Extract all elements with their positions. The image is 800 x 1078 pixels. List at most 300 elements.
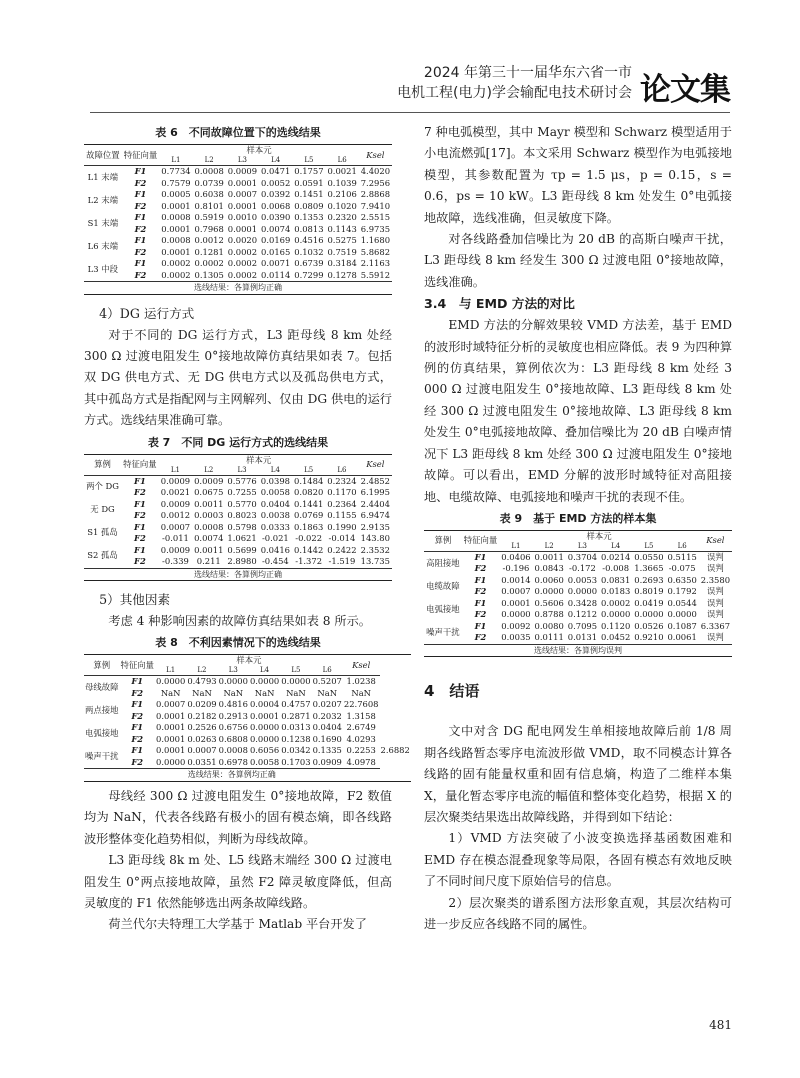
table-row	[84, 178, 392, 190]
table8	[84, 654, 411, 782]
table-cell: 0.0008	[194, 166, 224, 176]
section-4-heading: 4 结语	[424, 682, 480, 701]
col-header-line: L3	[226, 156, 259, 166]
table-cell: 5.5912	[360, 269, 391, 280]
table-cell: 0.0000	[281, 676, 311, 687]
col-header-ksel: Ksel	[699, 530, 732, 551]
table-cell: 0.0114	[261, 269, 291, 280]
table-cell: 0.6756	[218, 722, 248, 733]
col-header-line: L1	[159, 466, 192, 476]
row-group-label: 两个 DG	[86, 481, 119, 492]
table-cell: 0.0009	[160, 498, 191, 509]
table-row	[84, 699, 411, 711]
bus-fault-paragraph: 母线经 300 Ω 过渡电阻发生 0°接地故障，F2 数值均为 NaN，代表各线路有极小的固有模态熵，即各线路波形整体变化趋势相似，判断为母线故障。	[84, 788, 392, 846]
feature-vector-label: F2	[474, 632, 487, 643]
table-cell: 0.0001	[156, 710, 186, 721]
col-header-ksel: Ksel	[359, 454, 392, 475]
col-header-line: L2	[193, 156, 226, 166]
conclusion-paragraph: 文中对含 DG 配电网发生单相接地故障后前 1/8 周期各线路暂态零序电流波形做 VMD，取不同模态计算各线路的固有能量权重和固有信息熵，构造了二维样本集 X，量化暂态零序电流的幅值和整体变化趋势，根据 X 的层次聚类结果选出故障线路，并得到如下结论：	[424, 724, 732, 825]
table-cell: 4.0978	[346, 756, 376, 767]
table-cell: 0.5770	[227, 498, 257, 509]
table-cell: 0.0074	[261, 223, 291, 234]
table-cell: 0.1032	[294, 246, 324, 257]
table-row	[84, 201, 392, 213]
table-cell: 0.211	[196, 556, 221, 567]
table-cell: 0.1990	[327, 521, 357, 532]
table-row	[84, 533, 392, 545]
table-cell: 0.0000	[567, 586, 598, 597]
table-cell: 0.0000	[218, 676, 248, 687]
table-row	[84, 212, 392, 224]
table-cell: 0.0014	[501, 574, 531, 585]
table-cell: 0.0002	[161, 258, 191, 268]
table-cell: 2.6749	[346, 722, 376, 733]
table-cell: 0.1335	[312, 745, 342, 756]
table-cell: 0.0404	[312, 722, 342, 733]
table-cell: 0.0183	[601, 586, 631, 597]
table-cell: 0.0263	[187, 733, 217, 744]
table-cell: 2.4852	[360, 475, 390, 486]
table-cell: 0.0035	[501, 632, 531, 643]
col-header-line: L4	[259, 156, 292, 166]
table-cell: 0.4757	[281, 699, 311, 710]
table-cell: 0.2913	[218, 710, 248, 721]
table-row	[84, 757, 411, 769]
col-header-line: L3	[225, 466, 258, 476]
table-cell: 0.0074	[194, 533, 224, 544]
table-cell: 2.9135	[360, 521, 390, 532]
matlab-paragraph: 荷兰代尔夫特理工大学基于 Matlab 平台开发了	[108, 917, 367, 932]
table-cell: 0.1155	[327, 510, 357, 521]
table7-caption: 表 7 不同 DG 运行方式的选线结果	[147, 435, 329, 449]
table-cell: 0.0068	[261, 200, 291, 211]
table-cell: NaN	[351, 687, 372, 698]
table-cell: 0.3704	[567, 551, 598, 562]
table-cell: 0.0002	[227, 246, 258, 257]
conclusion-point-2: 2）层次聚类的谱系图方法形象直观，其层次结构可进一步反应各线路不同的属性。	[424, 895, 732, 932]
table-cell: 0.0001	[156, 733, 186, 744]
feature-vector-label: F1	[131, 699, 144, 710]
col-header-line: L5	[280, 666, 311, 676]
table-cell: 0.0001	[156, 745, 186, 756]
table-cell: 误判	[707, 597, 724, 608]
table-cell: 0.0004	[249, 699, 280, 710]
table-cell: 0.0404	[260, 498, 290, 509]
section-3-4-heading: 3.4 与 EMD 方法的对比	[424, 296, 575, 312]
table-cell: 0.0000	[156, 676, 186, 687]
table-cell: 1.3665	[634, 563, 664, 574]
table-cell: 误判	[707, 563, 724, 574]
table-cell: 0.0526	[634, 620, 664, 631]
table-cell: 0.2422	[327, 544, 357, 555]
table-cell: NaN	[254, 687, 275, 698]
table-cell: 0.0020	[227, 235, 258, 245]
table-cell: 0.0000	[534, 586, 564, 597]
row-group-label: 噪声干扰	[85, 751, 119, 762]
conference-title-line1: 2024 年第三十一届华东六省一市	[423, 65, 632, 81]
table-cell: 2.3532	[360, 544, 390, 555]
table-cell: 0.1281	[194, 246, 224, 257]
table-cell: 0.0009	[194, 475, 224, 486]
table-cell: 0.5798	[227, 521, 257, 532]
proceedings-label: 论文集	[640, 72, 730, 108]
table-cell: 0.0003	[194, 510, 224, 521]
col-header-line: L2	[186, 666, 217, 676]
table-cell: 6.1995	[360, 487, 390, 498]
table6	[84, 144, 392, 295]
table-cell: 0.0675	[194, 487, 224, 498]
header-rule	[90, 112, 730, 113]
table-cell: 0.0021	[160, 487, 191, 498]
table-cell: 0.0000	[667, 609, 697, 620]
table-cell: 0.0008	[161, 235, 191, 245]
table-cell: 0.0005	[161, 189, 191, 199]
table-cell: 0.0419	[634, 597, 664, 608]
table-cell: 0.7734	[161, 166, 191, 176]
table-cell: 0.0011	[194, 544, 224, 555]
two-point-paragraph: L3 距母线 8k m 处、L5 线路末端经 300 Ω 过渡电阻发生 0°两点接地故障，虽然 F2 障灵敏度降低，但高灵敏度的 F1 依然能够选出两条故障线路。	[84, 853, 392, 910]
table-cell: 0.3184	[327, 258, 357, 268]
table-cell: 0.0007	[227, 189, 258, 199]
table-cell: 0.1238	[281, 733, 311, 744]
col-header-line: L1	[499, 542, 532, 552]
feature-vector-label: F1	[474, 551, 487, 562]
row-group-label: 电弧接地	[426, 603, 460, 614]
table-cell: 0.0000	[156, 756, 186, 767]
table-cell: -0.075	[668, 563, 696, 574]
feature-vector-label: F2	[474, 563, 487, 574]
table-cell: 0.0001	[227, 223, 258, 234]
table-cell: 0.7299	[294, 269, 324, 280]
feature-vector-label: F1	[134, 521, 146, 532]
table-cell: 0.3428	[567, 597, 598, 608]
table-cell: 0.0001	[156, 722, 186, 733]
table-cell: 0.1212	[567, 609, 598, 620]
row-group-label: 高阻接地	[426, 557, 460, 568]
table-row	[424, 632, 732, 644]
table-row	[424, 621, 732, 633]
table-cell: 0.1087	[667, 620, 697, 631]
col-header-case: 算例	[424, 530, 462, 551]
table-cell: 0.4793	[187, 676, 217, 687]
feature-vector-label: F2	[134, 533, 146, 544]
col-header-feature: 特征向量	[121, 454, 159, 475]
table-cell: 0.5606	[534, 597, 564, 608]
row-group-label: S2 孤岛	[87, 550, 118, 561]
table-cell: 4.4020	[360, 166, 391, 176]
table-cell: 0.0009	[227, 166, 258, 176]
feature-vector-label: F2	[134, 269, 147, 280]
table-cell: 0.7255	[227, 487, 257, 498]
table-row	[424, 551, 732, 563]
table-cell: 0.0002	[227, 258, 258, 268]
table-cell: 0.0398	[260, 475, 290, 486]
table-cell: -0.014	[328, 533, 356, 544]
table-cell: 0.0416	[260, 544, 290, 555]
feature-vector-label: F1	[134, 212, 147, 222]
table-cell: 0.7095	[567, 620, 598, 631]
table-cell: 0.1690	[312, 733, 342, 744]
table-cell: 0.8788	[534, 609, 564, 620]
table-cell: 0.5115	[667, 551, 697, 562]
table-cell: 0.0092	[501, 620, 531, 631]
table-cell: 0.0471	[261, 166, 291, 176]
table-cell: -0.339	[162, 556, 189, 567]
table-cell: 0.8101	[194, 200, 224, 211]
feature-vector-label: F1	[134, 258, 147, 268]
table-cell: 2.6882	[380, 745, 410, 756]
col-header-line: L3	[566, 542, 599, 552]
row-group-label: 电弧接地	[85, 728, 119, 739]
table-cell: 0.0831	[601, 574, 631, 585]
col-header-line: L6	[312, 666, 343, 676]
table-cell: 0.0002	[161, 269, 191, 280]
table-row	[424, 563, 732, 575]
table-row	[84, 235, 392, 247]
table-cell: 0.5207	[312, 676, 342, 687]
table-row	[84, 510, 392, 522]
col-header-case: 故障位置	[84, 145, 122, 166]
table-cell: 0.1305	[194, 269, 224, 280]
table-cell: 0.0010	[227, 212, 258, 222]
table-cell: 0.0053	[567, 574, 598, 585]
table-row	[84, 499, 392, 511]
table-cell: 0.6739	[294, 258, 324, 268]
col-header-line: L1	[155, 666, 186, 676]
table-footer-result: 选线结果：各算例均正确	[84, 769, 380, 782]
table-cell: 0.2324	[327, 475, 357, 486]
table-row	[84, 487, 392, 499]
table-cell: 0.0012	[160, 510, 191, 521]
row-group-label: 无 DG	[90, 504, 115, 515]
table-cell: 2.8868	[360, 189, 391, 199]
table-cell: 2.8980	[227, 556, 257, 567]
table-cell: 0.5699	[227, 544, 257, 555]
table-cell: 0.0001	[249, 710, 280, 721]
table-cell: -0.196	[502, 563, 530, 574]
noise-paragraph: 对各线路叠加信噪比为 20 dB 的高斯白噪声干扰，L3 距母线 8 km 经发生 300 Ω 过渡电阻 0°接地故障，选线准确。	[424, 232, 732, 289]
col-header-ksel: Ksel	[359, 145, 392, 166]
table-cell: 0.0739	[194, 177, 224, 188]
table-cell: 误判	[707, 632, 724, 643]
col-header-line: L3	[218, 666, 249, 676]
table-cell: 0.0001	[227, 177, 258, 188]
table-cell: 22.7608	[343, 699, 379, 710]
table-cell: 0.0001	[227, 200, 258, 211]
table-cell: 0.0001	[161, 200, 191, 211]
table-cell: 0.0390	[261, 212, 291, 222]
table-cell: 0.2182	[187, 710, 217, 721]
left-column	[84, 122, 410, 936]
col-header-line: L1	[159, 156, 192, 166]
table-cell: 0.0000	[249, 676, 280, 687]
table-cell: 0.0009	[160, 544, 191, 555]
table-cell: 0.0000	[249, 722, 280, 733]
table-cell: NaN	[192, 687, 212, 698]
table-cell: 6.9474	[360, 510, 390, 521]
row-group-label: 噪声干扰	[426, 626, 460, 637]
feature-vector-label: F1	[131, 676, 144, 687]
table-cell: 0.1792	[667, 586, 697, 597]
table-row	[84, 711, 411, 723]
emd-compare-paragraph: EMD 方法的分解效果较 VMD 方法差，基于 EMD 的波形时域特征分析的灵敏度也相应降低。表 9 为四种算例的仿真结果，算例依次为：L3 距母线 8 km 处经 3 000 Ω 过渡电阻发生 0°接地故障、L3 距母线 8 km 处经 300 Ω 过渡电阻发生 0°接地故障、L3 距母线 8 km 处发生 0°电弧接地故障、叠加信噪比为 20 dB 白噪声情况下 L3 距母线 8 km 处经 300 Ω 过渡电阻发生 0°接地故障。可以看出，EMD 分解的波形时域特征对高阻接地、电缆故障、电弧接地和噪声干扰的表现不佳。	[424, 318, 733, 504]
table-cell: 0.2032	[312, 710, 342, 721]
other-factors-heading: 5）其他因素	[99, 592, 171, 608]
table-cell: 0.0131	[567, 632, 598, 643]
table-cell: 0.0342	[281, 745, 311, 756]
table-cell: NaN	[160, 687, 181, 698]
feature-vector-label: F2	[134, 556, 146, 567]
table-cell: 0.0060	[534, 574, 564, 585]
row-group-label: S1 孤岛	[87, 527, 118, 538]
table-cell: 0.0012	[194, 235, 224, 245]
table-cell: 0.8023	[227, 510, 257, 521]
table-cell: 0.0392	[261, 189, 291, 199]
table-cell: 0.0111	[534, 632, 564, 643]
feature-vector-label: F2	[134, 200, 147, 211]
table-cell: 0.0769	[293, 510, 324, 521]
table-cell: 0.0007	[156, 699, 186, 710]
col-header-sample-group: 样本元	[246, 145, 272, 155]
table-cell: 7.2956	[360, 177, 391, 188]
feature-vector-label: F2	[474, 586, 487, 597]
col-header-line: L4	[599, 542, 632, 552]
table-cell: -0.011	[162, 533, 189, 544]
col-header-feature: 特征向量	[120, 655, 156, 676]
col-header-line: L2	[192, 466, 225, 476]
table-cell: 0.0550	[634, 551, 664, 562]
table-cell: 0.1441	[293, 498, 324, 509]
table-cell: 0.7579	[161, 177, 191, 188]
table-row	[84, 224, 392, 236]
table-cell: 0.0214	[601, 551, 631, 562]
table-cell: 0.0544	[667, 597, 697, 608]
table-cell: 0.1757	[294, 166, 324, 176]
table-cell: -1.519	[328, 556, 356, 567]
table8-caption: 表 8 不利因素情况下的选线结果	[155, 636, 321, 650]
feature-vector-label: F2	[134, 246, 147, 257]
table-row	[84, 189, 392, 201]
table-cell: 0.1020	[327, 200, 357, 211]
feature-vector-label: F1	[474, 620, 487, 631]
row-group-label: 两点接地	[85, 705, 119, 716]
table-cell: 0.0011	[534, 551, 564, 562]
table-cell: 0.5776	[227, 475, 257, 486]
table-cell: 0.0007	[160, 521, 191, 532]
col-header-line: L6	[326, 156, 359, 166]
feature-vector-label: F2	[474, 609, 487, 620]
col-header-line: L6	[325, 466, 358, 476]
table-cell: -0.022	[295, 533, 323, 544]
table-row	[84, 270, 392, 282]
table-cell: 0.0001	[161, 223, 191, 234]
row-group-label: 母线故障	[85, 682, 119, 693]
table-cell: 0.8019	[634, 586, 664, 597]
table-cell: 0.0165	[261, 246, 291, 257]
table-row	[84, 676, 411, 688]
table-cell: 0.0843	[534, 563, 564, 574]
table-footer-result: 选线结果：各算例均正确	[84, 568, 392, 581]
table-cell: 0.0080	[534, 620, 564, 631]
row-group-label: L6 末端	[87, 240, 118, 251]
table-cell: -1.372	[295, 556, 323, 567]
other-factors-paragraph: 考虑 4 种影响因素的故障仿真结果如表 8 所示。	[108, 614, 371, 629]
table-footer-result: 选线结果：各算例均误判	[424, 644, 732, 657]
feature-vector-label: F1	[134, 475, 146, 486]
table-row	[84, 258, 392, 270]
table-cell: 0.0000	[501, 609, 531, 620]
feature-vector-label: F1	[134, 166, 147, 176]
table-cell: 0.2320	[327, 212, 357, 222]
table-cell: 0.0021	[327, 166, 357, 176]
feature-vector-label: F1	[134, 235, 147, 245]
table-cell: -0.008	[602, 563, 630, 574]
table-cell: 2.4404	[360, 498, 390, 509]
col-header-case: 算例	[84, 454, 121, 475]
arc-model-paragraph: 7 种电弧模型，其中 Mayr 模型和 Schwarz 模型适用于小电流燃弧[17]。本文采用 Schwarz 模型作为电弧接地模型，其参数配置为 τp = 1.5 μs，p = 0.15，s = 0.6，ps = 10 kW。L3 距母线 8 km 处发生 0°电弧接地故障，选线准确，但灵敏度下降。	[424, 125, 732, 225]
table-cell: 1.3158	[346, 710, 376, 721]
table-row	[84, 545, 392, 557]
feature-vector-label: F2	[134, 510, 146, 521]
table-cell: 0.0071	[261, 258, 291, 268]
table-cell: 0.7519	[327, 246, 357, 257]
table-cell: 0.0061	[667, 632, 697, 643]
feature-vector-label: F2	[131, 756, 144, 767]
table-cell: 0.0207	[312, 699, 342, 710]
col-header-feature: 特征向量	[462, 530, 500, 551]
table-cell: -0.454	[261, 556, 289, 567]
table-row	[84, 522, 392, 534]
col-header-line: L5	[632, 542, 665, 552]
table-cell: 0.1863	[293, 521, 324, 532]
table-cell: 0.2364	[327, 498, 357, 509]
col-header-line: L4	[259, 466, 292, 476]
table-cell: 0.2693	[634, 574, 664, 585]
table-cell: 4.0293	[346, 733, 376, 744]
table-cell: 0.0000	[634, 609, 664, 620]
table-cell: 0.0058	[260, 487, 290, 498]
col-header-line: L4	[249, 666, 280, 676]
table-cell: 0.0002	[194, 258, 224, 268]
table-cell: 0.0820	[293, 487, 324, 498]
table-row	[424, 598, 732, 610]
table-cell: 5.8682	[360, 246, 391, 257]
table-cell: 0.0406	[501, 551, 531, 562]
table7	[84, 454, 392, 582]
table-cell: 0.0000	[249, 733, 280, 744]
right-column	[424, 122, 732, 935]
feature-vector-label: F2	[131, 733, 144, 744]
col-header-ksel: Ksel	[343, 655, 380, 676]
feature-vector-label: F2	[134, 223, 147, 234]
table-cell: 0.2106	[327, 189, 357, 199]
table-cell: 0.0000	[601, 609, 631, 620]
table-cell: NaN	[317, 687, 338, 698]
conference-title-line2: 电机工程(电力)学会输配电技术研讨会	[397, 85, 632, 101]
table-cell: 1.1680	[360, 235, 391, 245]
table-cell: 0.1353	[294, 212, 324, 222]
table-cell: 7.9410	[360, 200, 391, 211]
feature-vector-label: F2	[134, 177, 147, 188]
table-cell: 143.80	[360, 533, 390, 544]
table-cell: NaN	[286, 687, 306, 698]
table-cell: 0.0002	[601, 597, 631, 608]
table-cell: 0.1170	[327, 487, 357, 498]
table-cell: 2.1163	[360, 258, 391, 268]
table-cell: -0.172	[569, 563, 596, 574]
table-cell: 0.0452	[601, 632, 631, 643]
table-cell: 0.0008	[161, 212, 191, 222]
